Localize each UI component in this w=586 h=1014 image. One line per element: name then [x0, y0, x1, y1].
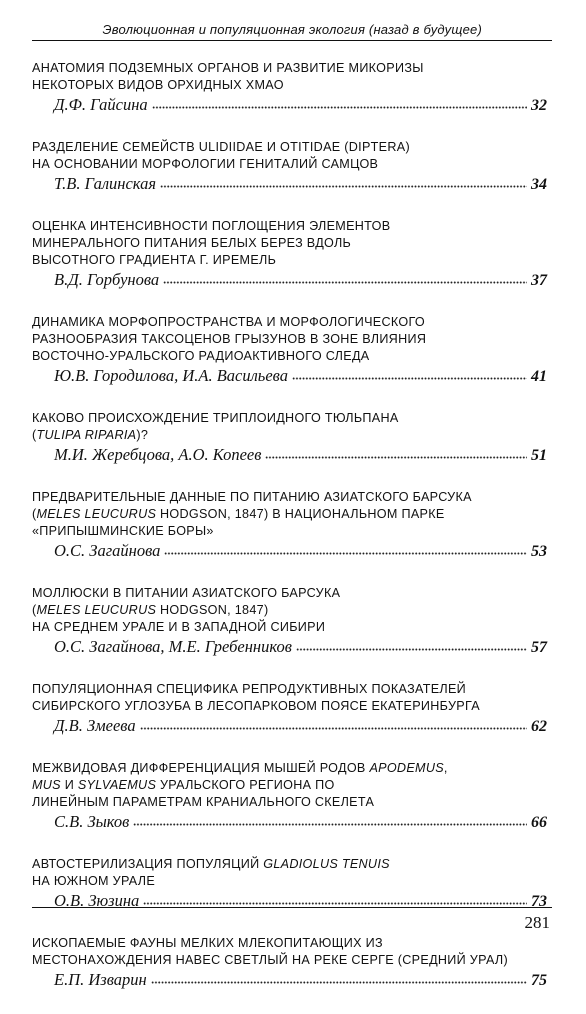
dot-leader — [265, 456, 527, 459]
toc-entry[interactable] — [32, 585, 547, 657]
toc-entry-title-line: (TULIPA RIPARIA)? — [32, 428, 149, 442]
toc-entry-title-line: «ПРИПЫШМИНСКИЕ БОРЫ» — [32, 524, 214, 538]
toc-entry-title-line: РАЗНООБРАЗИЯ ТАКСОЦЕНОВ ГРЫЗУНОВ В ЗОНЕ ВЛИЯНИЯ — [32, 332, 427, 346]
toc-entry-author: О.В. Зюзина — [54, 891, 140, 910]
dot-leader — [164, 552, 527, 555]
toc-entry-title-line: АВТОСТЕРИЛИЗАЦИЯ ПОПУЛЯЦИЙ GLADIOLUS TENUIS — [32, 857, 390, 871]
toc-entry-author-row — [32, 445, 547, 465]
toc-entry[interactable] — [32, 856, 547, 911]
toc-entry-page: 34 — [531, 176, 547, 193]
dot-leader — [296, 648, 527, 651]
toc-entry-author-row — [32, 891, 547, 911]
toc-entry-page: 62 — [531, 718, 547, 735]
toc-entry-author-row — [32, 716, 547, 736]
dot-leader — [163, 281, 527, 284]
toc-entry-page: 53 — [531, 543, 547, 560]
toc-entry-author-row — [32, 174, 547, 194]
toc-entry-author: Д.Ф. Гайсина — [54, 95, 148, 114]
toc-entry[interactable] — [32, 60, 547, 115]
dot-leader — [151, 981, 527, 984]
toc-entry[interactable] — [32, 935, 547, 990]
toc-entry-title-line: МОЛЛЮСКИ В ПИТАНИИ АЗИАТСКОГО БАРСУКА — [32, 586, 341, 600]
toc-entry-author: Е.П. Изварин — [54, 970, 147, 989]
toc-entry-title-line: МЕСТОНАХОЖДЕНИЯ НАВЕС СВЕТЛЫЙ НА РЕКЕ СЕРГЕ (СРЕДНИЙ УРАЛ) — [32, 953, 508, 967]
dot-leader — [140, 727, 527, 730]
toc-entry-page: 66 — [531, 814, 547, 831]
toc-entry-author-row — [32, 812, 547, 832]
toc-entry[interactable] — [32, 489, 547, 561]
footer-rule — [32, 907, 552, 908]
toc-entry-author-row — [32, 270, 547, 290]
toc-entry-title-line: ИСКОПАЕМЫЕ ФАУНЫ МЕЛКИХ МЛЕКОПИТАЮЩИХ ИЗ — [32, 936, 383, 950]
running-title: Эволюционная и популяционная экология (назад в будущее) — [102, 22, 482, 37]
toc-entry-author: Д.В. Змеева — [54, 716, 136, 735]
toc-entry-page: 73 — [531, 893, 547, 910]
toc-entry-title-line: АНАТОМИЯ ПОДЗЕМНЫХ ОРГАНОВ И РАЗВИТИЕ МИКОРИЗЫ — [32, 61, 424, 75]
toc-entry-author-row — [32, 970, 547, 990]
toc-entry-title-line: КАКОВО ПРОИСХОЖДЕНИЕ ТРИПЛОИДНОГО ТЮЛЬПАНА — [32, 411, 399, 425]
toc-entry-author: В.Д. Горбунова — [54, 270, 160, 289]
toc-entry-author: О.С. Загайнова — [54, 541, 161, 560]
toc-entry-author: М.И. Жеребцова, А.О. Копеев — [54, 445, 262, 464]
toc-entry-author-row — [32, 541, 547, 561]
toc-entry-author-row — [32, 637, 547, 657]
toc-entry[interactable] — [32, 218, 547, 290]
page-number: 281 — [524, 913, 550, 932]
toc-entry[interactable] — [32, 760, 547, 832]
toc-entry-title-line: ПРЕДВАРИТЕЛЬНЫЕ ДАННЫЕ ПО ПИТАНИЮ АЗИАТСКОГО БАРСУКА — [32, 490, 472, 504]
toc-entry-author: О.С. Загайнова, М.Е. Гребенников — [54, 637, 292, 656]
toc-entry-title-line: НА ОСНОВАНИИ МОРФОЛОГИИ ГЕНИТАЛИЙ САМЦОВ — [32, 157, 379, 171]
toc-entry-title-line: (MELES LEUCURUS HODGSON, 1847) В НАЦИОНАЛЬНОМ ПАРКЕ — [32, 507, 445, 521]
toc-entry-title-line: ДИНАМИКА МОРФОПРОСТРАНСТВА И МОРФОЛОГИЧЕСКОГО — [32, 315, 425, 329]
toc-entry[interactable] — [32, 410, 547, 465]
toc-entry-page: 37 — [531, 272, 547, 289]
running-header — [32, 22, 552, 41]
dot-leader — [292, 377, 527, 380]
dot-leader — [143, 902, 527, 905]
toc-entry-author: Т.В. Галинская — [54, 174, 156, 193]
toc-entry[interactable] — [32, 681, 547, 736]
toc-entry-author-row — [32, 366, 547, 386]
toc-entry-title-line: ЛИНЕЙНЫМ ПАРАМЕТРАМ КРАНИАЛЬНОГО СКЕЛЕТА — [32, 795, 375, 809]
toc-entry-page: 51 — [531, 447, 547, 464]
table-of-contents — [32, 60, 547, 1014]
toc-entry-title-line: ВОСТОЧНО-УРАЛЬСКОГО РАДИОАКТИВНОГО СЛЕДА — [32, 349, 370, 363]
toc-entry-author: С.В. Зыков — [54, 812, 130, 831]
toc-entry-author: Ю.В. Городилова, И.А. Васильева — [54, 366, 288, 385]
toc-entry-title-line: РАЗДЕЛЕНИЕ СЕМЕЙСТВ ULIDIIDAE И OTITIDAE (DIPTERA) — [32, 140, 410, 154]
toc-entry-page: 41 — [531, 368, 547, 385]
toc-entry-title-line: НА СРЕДНЕМ УРАЛЕ И В ЗАПАДНОЙ СИБИРИ — [32, 620, 326, 634]
toc-entry-author-row — [32, 95, 547, 115]
toc-entry-title-line: МИНЕРАЛЬНОГО ПИТАНИЯ БЕЛЫХ БЕРЕЗ ВДОЛЬ — [32, 236, 352, 250]
toc-entry-title-line: НЕКОТОРЫХ ВИДОВ ОРХИДНЫХ ХМАО — [32, 78, 284, 92]
toc-entry-title-line: НА ЮЖНОМ УРАЛЕ — [32, 874, 156, 888]
toc-entry[interactable] — [32, 314, 547, 386]
dot-leader — [133, 823, 527, 826]
toc-entry-title-line: ОЦЕНКА ИНТЕНСИВНОСТИ ПОГЛОЩЕНИЯ ЭЛЕМЕНТОВ — [32, 219, 391, 233]
toc-entry-title-line: ПОПУЛЯЦИОННАЯ СПЕЦИФИКА РЕПРОДУКТИВНЫХ ПОКАЗАТЕЛЕЙ — [32, 682, 467, 696]
toc-entry-page: 32 — [531, 97, 547, 114]
toc-entry-page: 75 — [531, 972, 547, 989]
toc-entry-title-line: МЕЖВИДОВАЯ ДИФФЕРЕНЦИАЦИЯ МЫШЕЙ РОДОВ APODEMUS, — [32, 761, 448, 775]
toc-entry-title-line: ВЫСОТНОГО ГРАДИЕНТА Г. ИРЕМЕЛЬ — [32, 253, 277, 267]
toc-entry-page: 57 — [531, 639, 547, 656]
dot-leader — [152, 106, 527, 109]
toc-entry[interactable] — [32, 139, 547, 194]
toc-entry-title-line: СИБИРСКОГО УГЛОЗУБА В ЛЕСОПАРКОВОМ ПОЯСЕ ЕКАТЕРИНБУРГА — [32, 699, 480, 713]
toc-entry-title-line: (MELES LEUCURUS HODGSON, 1847) — [32, 603, 269, 617]
toc-entry-title-line: MUS И SYLVAEMUS УРАЛЬСКОГО РЕГИОНА ПО — [32, 778, 335, 792]
dot-leader — [160, 185, 527, 188]
